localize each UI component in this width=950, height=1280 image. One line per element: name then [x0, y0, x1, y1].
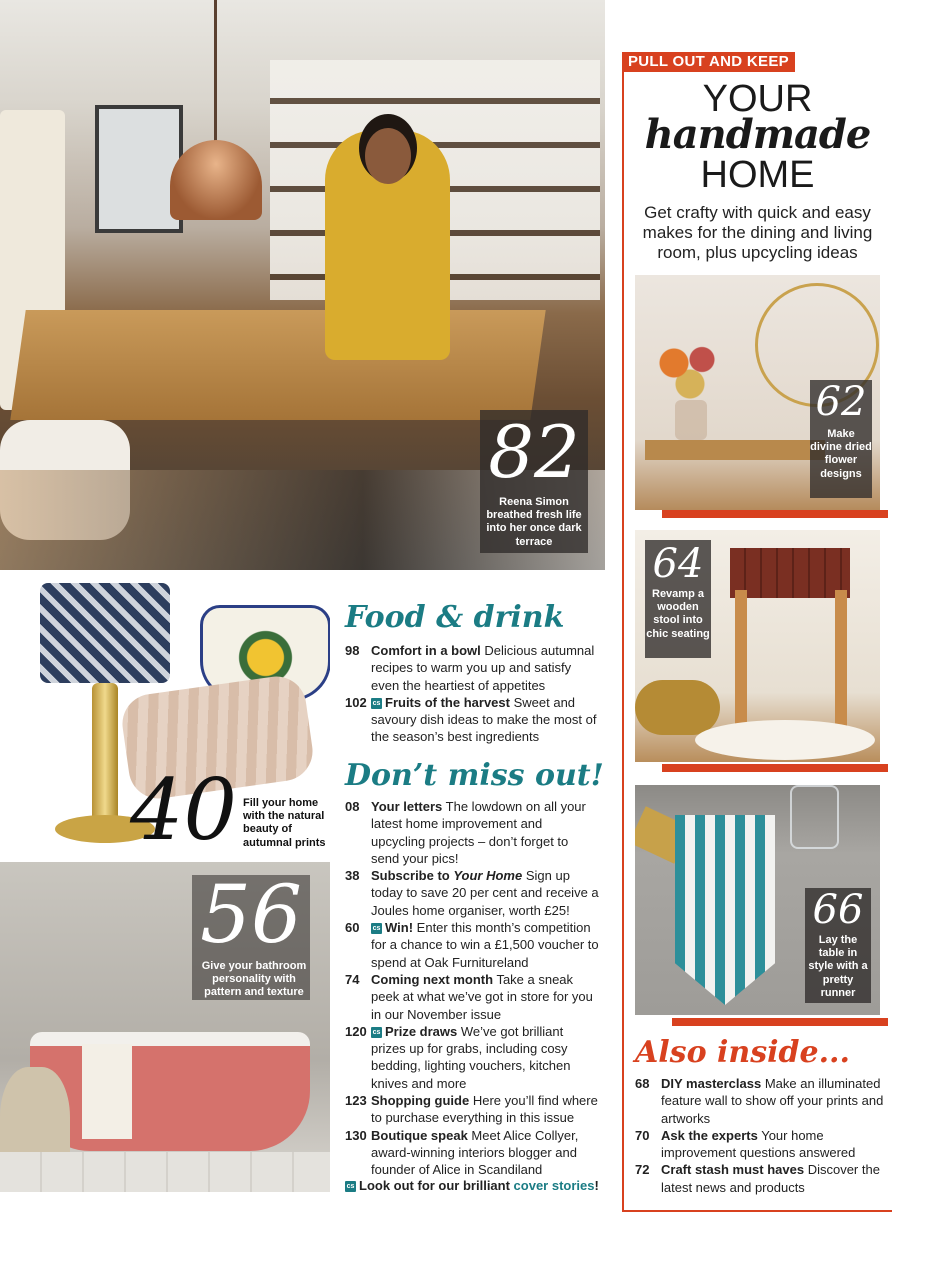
pullout-title-home: HOME	[700, 154, 815, 196]
page-number: 38	[345, 868, 360, 884]
pullout-title-handmade: handmade	[644, 111, 871, 158]
orange-rule	[662, 764, 888, 772]
list-item[interactable]	[345, 1127, 600, 1179]
entry-desc: Meet Alice Collyer, award-winning interiors blogger and founder of Alice in Scandiland	[371, 1127, 579, 1178]
badge-number: 82	[488, 410, 580, 494]
caption-56: Give your bathroom personality with pattern and texture	[201, 960, 307, 999]
entry-desc: Here you’ll find where to purchase everything in this issue	[371, 1093, 598, 1126]
entry-title: Prize draws	[385, 1023, 458, 1039]
food-list	[345, 642, 600, 746]
section-heading-also-inside: Also inside...	[635, 1035, 850, 1070]
list-item[interactable]	[345, 971, 600, 1023]
entry-title: Fruits of the harvest	[385, 694, 510, 710]
page-number: 72	[635, 1162, 650, 1178]
page-number: 123	[345, 1093, 367, 1109]
entry-title: Win!	[385, 920, 414, 936]
list-item[interactable]	[635, 1075, 885, 1127]
page-number: 102	[345, 694, 367, 710]
badge-caption: Reena Simon breathed fresh life into her once dark terrace	[486, 496, 582, 548]
entry-desc: Discover the latest news and products	[661, 1162, 880, 1195]
page-number: 60	[345, 920, 360, 936]
section-heading-food: Food & drink	[345, 600, 565, 635]
list-item[interactable]	[345, 798, 600, 867]
cover-story-icon: cs	[346, 1183, 355, 1191]
list-item[interactable]	[345, 919, 600, 971]
badge-caption: Revamp a wooden stool into chic seating	[646, 588, 710, 640]
page-number: 130	[345, 1127, 367, 1143]
entry-title: Ask the experts	[661, 1127, 758, 1143]
page-number: 08	[345, 799, 360, 814]
entry-title: Comfort in a bowl	[371, 643, 481, 658]
list-item[interactable]	[345, 867, 600, 919]
badge-number: 56	[200, 868, 302, 961]
page-number: 68	[635, 1076, 650, 1091]
cover-stories-note	[345, 1178, 605, 1193]
entry-desc: Sign up today to save 20 per cent and receive a Joules home organiser, worth £25!	[371, 868, 599, 918]
orange-rule	[672, 1018, 888, 1026]
badge-caption: Make divine dried flower designs	[810, 428, 872, 480]
caption-40: Fill your home with the natural beauty of autumnal prints	[243, 797, 326, 849]
entry-desc: We’ve got brilliant prizes up for grabs, including cosy bedding, lighting vouchers, kitchen knives and more	[371, 1023, 571, 1091]
entry-title: Boutique speak	[371, 1127, 468, 1143]
page-badge-82[interactable]	[480, 410, 588, 553]
list-item[interactable]	[345, 1092, 600, 1127]
cover-story-icon: cs	[372, 699, 381, 707]
badge-caption: Lay the table in style with a pretty runner	[808, 934, 868, 999]
cover-story-icon: cs	[372, 925, 381, 933]
pullout-strapline: Get crafty with quick and easy makes for the dining and living room, plus upcycling ideas	[642, 203, 873, 262]
entry-title: Shopping guide	[371, 1093, 470, 1109]
pullout-tag: PULL OUT AND KEEP	[622, 52, 795, 72]
magazine-name: Your Home	[453, 868, 523, 884]
badge-number: 62	[815, 379, 867, 425]
cover-stories-highlight: cover stories	[513, 1178, 595, 1193]
entry-desc: Your home improvement questions answered	[661, 1127, 856, 1161]
entry-desc: Enter this month’s competition for a chance to win a £1,500 voucher to spend at Oak Furnitureland	[371, 920, 599, 970]
entry-title: DIY masterclass	[661, 1076, 762, 1091]
list-item[interactable]	[345, 1023, 600, 1092]
page-number-40[interactable]: 40	[130, 761, 237, 859]
entry-title: Craft stash must haves	[661, 1162, 805, 1178]
orange-rule	[662, 510, 888, 518]
entry-title: Subscribe to	[371, 868, 454, 884]
note-text: Look out for our brilliant	[359, 1178, 514, 1193]
also-inside-list	[635, 1075, 885, 1196]
page-number: 74	[345, 971, 360, 987]
badge-number: 64	[652, 541, 704, 587]
section-heading-dont-miss: Don’t miss out!	[345, 758, 604, 793]
page-number: 98	[345, 643, 360, 658]
entry-title: Coming next month	[371, 971, 494, 987]
entry-desc: Take a sneak peek at what we’ve got in store for you in our November issue	[371, 971, 593, 1022]
pullout-title-your: YOUR	[702, 78, 813, 120]
cover-story-icon: cs	[372, 1028, 381, 1036]
list-item[interactable]	[635, 1127, 885, 1162]
badge-number: 66	[812, 887, 864, 933]
entry-title: Your letters	[371, 799, 443, 814]
page-number: 70	[635, 1127, 650, 1143]
list-item[interactable]	[635, 1161, 885, 1196]
page-number: 120	[345, 1023, 367, 1039]
entry-desc: Sweet and savoury dish ideas to make the most of the season’s best ingredients	[371, 694, 597, 745]
entry-desc: Delicious autumnal recipes to warm you up and satisfy even the heartiest of appetites	[371, 643, 595, 693]
note-end: !	[594, 1178, 599, 1193]
list-item[interactable]	[345, 694, 600, 746]
entry-desc: Make an illuminated feature wall to show off your prints and artworks	[661, 1076, 884, 1126]
list-item[interactable]	[345, 642, 600, 694]
dont-miss-list	[345, 798, 600, 1179]
entry-desc: The lowdown on all your latest home improvement and upcycling projects – don’t forget to send your pics!	[371, 799, 586, 866]
